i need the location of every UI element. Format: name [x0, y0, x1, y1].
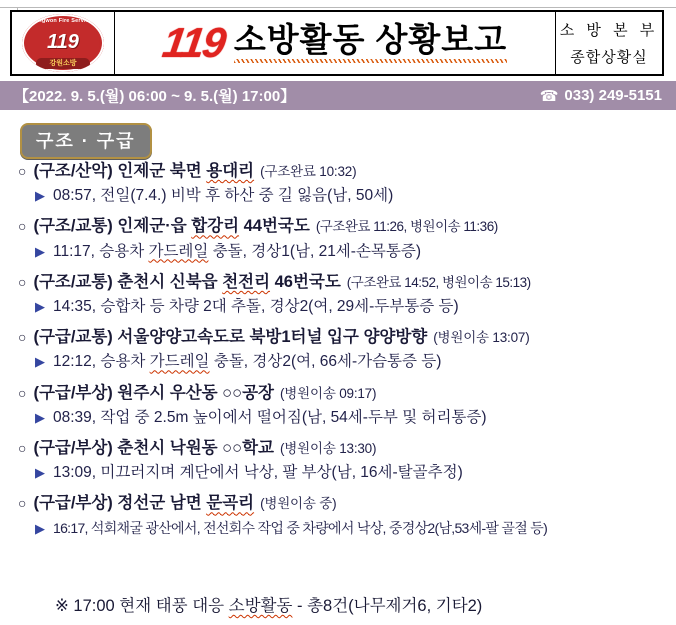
incident-detail-text	[53, 520, 547, 536]
incident-detail-line	[18, 519, 663, 539]
incident-title	[33, 217, 309, 235]
logo-cell	[12, 12, 115, 74]
incident-item	[18, 215, 663, 261]
incident-item	[18, 382, 663, 428]
text-segment: (구급/부상) 정선군 남면	[33, 494, 207, 513]
circle-bullet: ○	[18, 329, 27, 346]
text-segment: 44번국도	[239, 217, 310, 236]
incident-main-line	[18, 382, 663, 404]
incident-title	[33, 384, 274, 402]
misspell-underlined-text: 합강리	[191, 217, 240, 236]
incident-detail-line	[18, 408, 663, 428]
text-segment: 08:57, 전일(7.4.) 비박 후 하산 중 길 잃음(남, 50세)	[53, 187, 394, 205]
phone-wrap	[540, 87, 662, 105]
incident-main-line	[18, 271, 663, 293]
triangle-marker: ▶	[35, 354, 45, 370]
misspell-underlined-text: 천전리	[222, 272, 271, 291]
text-segment: (구급/교통) 서울양양고속도로 북방1터널 입구 양양방향	[33, 328, 428, 347]
incident-item	[18, 271, 663, 317]
incident-status-note: (구조완료 14:52, 병원이송 15:13)	[346, 274, 531, 290]
incident-item	[18, 492, 663, 538]
circle-bullet: ○	[18, 384, 27, 401]
misspell-underlined-text: 가드레일	[148, 242, 209, 260]
triangle-marker: ▶	[35, 520, 45, 536]
circle-bullet: ○	[18, 163, 27, 179]
text-segment: 충돌, 경상2(여, 66세-가슴통증 등)	[209, 353, 442, 371]
title-119-logo: 119	[159, 19, 228, 66]
page-title: 소방활동 상황보고	[233, 20, 508, 58]
incident-detail-text	[53, 243, 421, 260]
incident-title	[33, 494, 254, 512]
incident-main-line	[18, 492, 663, 514]
circle-bullet: ○	[18, 440, 27, 457]
incident-title	[33, 273, 340, 291]
report-header	[10, 10, 664, 76]
misspell-underlined-text: 용대리	[206, 162, 255, 180]
text-segment: 08:39, 작업 중 2.5m 높이에서 떨어짐(남, 54세-두부 및 허리통증)	[53, 408, 487, 426]
incident-main-line	[18, 160, 663, 182]
text-segment: 16:17, 석회채굴 광산에서, 전선회수 작업 중 차량에서 낙상, 중경상2(남,53세-팔 골절 등)	[53, 519, 548, 536]
incident-title	[33, 328, 427, 346]
text-segment: 11:17, 승용차	[53, 242, 149, 260]
misspell-underlined-text: 문곡리	[206, 494, 255, 513]
misspell-underlined-text: 가드레일	[149, 353, 210, 371]
triangle-marker: ▶	[35, 465, 45, 481]
incident-status-note: (구조완료 10:32)	[260, 164, 357, 179]
incident-list	[18, 160, 663, 548]
incident-detail-line	[18, 297, 663, 317]
incident-detail-line	[18, 186, 663, 206]
incident-status-note: (병원이송 13:30)	[280, 441, 377, 457]
text-segment: 46번국도	[270, 272, 341, 291]
text-segment: (구급/부상) 춘천시 낙원동 ○○학교	[33, 439, 274, 458]
incident-title	[33, 162, 254, 180]
text-segment: 12:12, 승용차	[53, 353, 150, 371]
incident-main-line	[18, 437, 663, 459]
text-segment: - 총8건(나무제거6, 기타2)	[292, 597, 483, 615]
phone-number: 033) 249-5151	[564, 87, 662, 104]
incident-item	[18, 437, 663, 483]
incident-detail-line	[18, 352, 663, 372]
incident-detail-line	[18, 463, 663, 483]
text-segment: 13:09, 미끄러지며 계단에서 낙상, 팔 부상(남, 16세-탈골추정)	[53, 464, 463, 482]
title-wrap	[233, 20, 508, 64]
footer-note	[55, 592, 482, 616]
emblem-banner-text: 강원소방	[36, 58, 90, 69]
incident-status-note: (병원이송 09:17)	[280, 385, 377, 401]
text-segment: 충돌, 경상1(남, 21세-손목통증)	[208, 242, 421, 260]
incident-detail-text	[53, 353, 441, 370]
text-segment: (구조/산악) 인제군 북면	[33, 162, 207, 180]
incident-status-note: (병원이송 13:07)	[433, 330, 530, 346]
emblem-119-text: 119	[47, 31, 79, 53]
incident-status-note: (병원이송 중)	[260, 496, 337, 512]
triangle-marker: ▶	[35, 243, 45, 259]
text-segment: 14:35, 승합차 등 차량 2대 추돌, 경상2(여, 29세-두부통증 등)	[53, 298, 459, 316]
title-cell	[115, 12, 555, 74]
title-hatch-underline	[234, 59, 507, 63]
misspell-underlined-text: 소방활동	[228, 597, 293, 615]
page-crop-artifact-line	[0, 7, 676, 8]
incident-main-line	[18, 326, 663, 348]
text-segment: (구조/교통) 인제군·읍	[33, 217, 192, 236]
triangle-marker: ▶	[35, 188, 45, 204]
report-period: 【2022. 9. 5.(월) 06:00 ~ 9. 5.(월) 17:00】	[14, 88, 296, 105]
incident-detail-text	[53, 409, 487, 426]
incident-detail-line	[18, 242, 663, 262]
incident-item	[18, 160, 663, 206]
org-name-line1: 소 방 본 부	[559, 22, 659, 39]
org-name-line2: 종합상황실	[570, 49, 648, 66]
incident-status-note: (구조완료 11:26, 병원이송 11:36)	[315, 219, 498, 235]
org-cell	[555, 12, 662, 74]
gangwon-fire-services-emblem	[22, 14, 104, 72]
emblem-arc-text: Gangwon Fire Services	[30, 18, 96, 24]
incident-title	[33, 439, 274, 457]
incident-detail-text	[53, 187, 393, 204]
phone-icon: ☎	[539, 87, 559, 105]
incident-detail-text	[53, 464, 463, 481]
incident-detail-text	[53, 298, 459, 315]
incident-item	[18, 326, 663, 372]
section-badge-rescue-ems: 구조 · 구급	[20, 123, 152, 159]
period-bar	[0, 81, 676, 110]
text-segment: ※ 17:00 현재 태풍 대응	[55, 597, 229, 615]
text-segment: (구급/부상) 원주시 우산동 ○○공장	[33, 383, 274, 402]
incident-main-line	[18, 215, 663, 237]
circle-bullet: ○	[18, 273, 27, 290]
triangle-marker: ▶	[35, 299, 45, 315]
circle-bullet: ○	[18, 218, 27, 235]
circle-bullet: ○	[18, 495, 27, 512]
text-segment: (구조/교통) 춘천시 신북읍	[33, 272, 223, 291]
triangle-marker: ▶	[35, 409, 45, 425]
